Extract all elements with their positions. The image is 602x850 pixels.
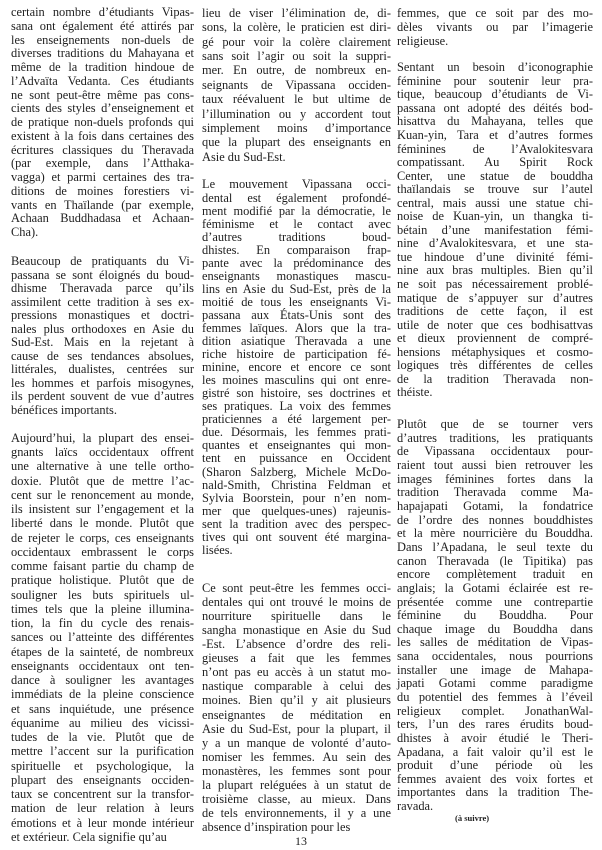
text-line: Kuan-yin, Tara et d’autres formes [397,127,593,142]
text-line: sons, la colère, le praticien est diri- [202,20,391,35]
text-line: et la mère nourricière du Bouddha. [397,526,593,541]
text-line: tique, beaucoup d’étudiants de Vi- [397,87,593,102]
text-line: Asie du Sud-Est. [202,149,286,164]
text-line: hensions métaphysiques et cosmo- [397,344,593,359]
text-line: raient tout aussi bien retrouver les [397,458,593,473]
text-line: occidentaux embrassent le corps [11,544,194,559]
text-line: lins en Asie du Sud-Est, près de la [202,281,391,296]
text-line: sangha monastique en Asie du Sud [202,623,391,638]
text-line: Sud-Est. Mais en la rejetant à [11,335,194,350]
text-line: féminine du Bouddha. Pour [397,608,593,623]
text-line: absence d’inspiration pour les [202,820,351,835]
text-line: tue hindoue d’une divinité fémi- [397,249,593,264]
text-line: du potentiel des femmes à l’éveil [397,689,593,704]
text-line: l’illumination ou y accordent tout [202,106,391,121]
text-line: passana ont adopté des déités bod- [397,100,593,115]
text-line: Apadana, a fait valoir qu’il est le [397,744,593,759]
text-line: vants en Thaïlande (par exemple, [11,197,194,212]
text-line: immédiats de la pleine conscience [11,687,194,702]
text-line: y a un manque de volonté d’auto- [202,735,391,750]
text-line: féminines de l’Avalokitesvara [397,141,593,156]
text-line: enseignants monastiques mascu- [202,268,391,283]
text-line: la plupart reléguées à un statut de [202,777,391,792]
text-line: tion, la fin du cycle des renais- [11,616,194,631]
text-line: ne soit pas nécessairement problé- [397,276,593,291]
text-line: hapajapati Gotami, la fondatrice [397,499,593,514]
text-line: religieuse. [397,34,449,48]
text-line: gé pour voir la colère clairement [202,34,391,49]
text-line: sances ou l’atteinte des différentes [11,630,194,645]
text-line: tradition Theravada comme Ma- [397,485,593,500]
column-3 [397,0,593,850]
text-line: ravada. [397,799,434,814]
text-line: thaïlandais se trouve sur l’autel [397,182,593,197]
text-line: passana se sont éloignés du boud- [11,267,194,282]
text-line: dentales qui ont trouvé le moins de [202,595,391,610]
text-line: moitié de tous les enseignants Vi- [202,294,391,309]
text-line: Le mouvement Vipassana occi- [202,177,391,192]
text-line: femmes, que ce soit par des mo- [397,6,593,20]
text-line: monastères, les femmes sont pour [202,763,391,778]
text-line: sent la tradition avec des perspec- [202,516,391,531]
text-line: taux réévaluent le but ultime de [202,92,391,107]
text-line: enseignants occidentaux ont ten- [11,658,194,673]
text-line: spirituelle et psychologique, la [11,758,194,773]
paragraph [11,431,194,844]
text-line: ters, l’un des rares érudits boud- [397,717,593,732]
text-line: étapes de la sainteté, de nombreux [11,644,194,659]
text-line: de pratique non-duels profonds qui [11,115,194,130]
text-line: tives qui ont souvent été margina- [202,529,391,544]
text-line: comme faisant partie du champ de [11,559,194,574]
text-line: sana ont également été attirés par [11,18,194,33]
text-line: bétain d’une manifestation fémi- [397,222,593,237]
text-line: nine d’Avalokitesvara, et une sta- [397,236,593,251]
paragraph [202,178,391,556]
text-line: femmes avaient des voix fortes et [397,771,593,786]
text-line: Dans l’Apadana, le seul texte du [397,539,593,554]
text-line: utile de noter que ces bodhisattvas [397,317,593,332]
text-line: taux se concentrent sur la transfor- [11,787,194,802]
text-line: féminisme et le contact avec [202,216,391,231]
text-line: plupart des enseignants occiden- [11,772,194,787]
column-1 [11,0,194,850]
text-line: nourriture spirituelle dans le [202,609,391,624]
text-line: l’Advaïta Vedanta. Ces étudiants [11,73,194,88]
text-line: équanime au milieu des vicissi- [11,715,194,730]
text-line: Asie du Sud-Est, pour la plupart, il [202,721,391,736]
text-line: nastique comparable à celui des [202,679,391,694]
text-line: d’autres traditions, les pratiquants [397,430,593,445]
text-line: lieu de viser l’élimination de, di- [202,5,391,20]
text-line: tent en puissance en Occident [202,451,391,466]
text-line: ne sont peut-être même pas cons- [11,87,194,102]
text-line: hisattva du Mahayana, telles que [397,114,593,129]
text-line: cent sur le renoncement au monde, [11,487,194,502]
text-line: riche histoire de participation fé- [202,347,391,362]
text-line: passana aux États-Unis sont des [202,307,391,322]
text-line: de l’ordre des nonnes bouddhistes [397,512,593,527]
text-line: et dieux proviennent de compré- [397,331,593,346]
text-line: les salles de méditation de Vipas- [397,635,593,650]
text-line: dhistes. En comparaison frap- [202,242,391,257]
text-line: ils insistent sur l’engagement et la [11,502,194,517]
text-line: mation de leur relation à leurs [11,801,194,816]
text-line: de tels environnements, il y a une [202,805,391,820]
text-line: Sylvia Boorstein, pour n’en nom- [202,490,391,505]
text-line: émotions et à leur monde intérieur [11,815,194,830]
text-line: pante avec la prédominance des [202,255,391,270]
text-line: dance à souligner les avantages [11,673,194,688]
text-line: les moines masculins qui ont enre- [202,373,391,388]
text-line: times tels que la pleine illumina- [11,601,194,616]
text-line: Aujourd’hui, la plupart des ensei- [11,430,194,445]
text-line: assimilent cette tradition à ses ex- [11,294,194,309]
text-line: que la plupart des enseignants en [202,135,391,150]
text-line: littérales, dualistes, centrées sur [11,362,194,377]
text-line: encore complètement traduit en [397,567,593,582]
text-line: théiste. [397,385,433,400]
paragraph [397,61,593,400]
text-line: simplement moins d’importance [202,121,391,136]
text-line: mer que quelques-unes) rajeunis- [202,503,391,518]
text-line: écritures classiques du Theravada [11,142,194,157]
text-line: produit d’une période où les [397,758,593,773]
text-line: (par exemple, dans l’Atthaka- [11,156,194,171]
text-line: Ce sont peut-être les femmes occi- [202,580,391,595]
text-line: cients des styles d’enseignement et [11,101,194,116]
text-line: de rejeter le corps, ces enseignants [11,530,194,545]
text-line: sans soit l’agir ou soit la suppri- [202,49,391,64]
text-line: de Vipassana occidentaux pour- [397,444,593,459]
text-line: liberté dans le monde. Plutôt que [11,516,194,531]
text-line: et sans inquiétude, une présence [11,701,194,716]
text-line: dhisme Theravada parce qu’ils [11,281,194,296]
text-line: -Est. L’absence d’ordre des reli- [202,637,391,652]
text-line: chaque image du Bouddha dans [397,621,593,636]
text-line: les enseignements non-duels de [11,32,194,47]
text-line: de la tradition Theravada non- [397,371,593,386]
text-line: cause de ses tendances absolues, [11,348,194,363]
text-line: gieuses a fait que les femmes [202,651,391,666]
text-line: sana occidentales, nous pourrions [397,649,593,664]
text-line: installer une image de Mahapa- [397,662,593,677]
text-line: Beaucoup de pratiquants du Vi- [11,254,194,269]
text-line: central, mais aussi une statue chi- [397,195,593,210]
text-line: praticiennes a été largement per- [202,412,391,427]
text-line: gnants laïcs occidentaux offrent [11,445,194,460]
text-line: enseignantes de méditation en [202,707,391,722]
text-line: diverses traditions du Mahayana et [11,46,194,61]
text-line: dhistes à avoir étudié le Theri- [397,730,593,745]
text-line: présentée comme une contrepartie [397,594,593,609]
text-line: ment modifié par la démocratie, le [202,203,391,218]
text-line: minine, encore et encore ce sont [202,360,391,375]
text-line: lisées. [202,542,233,557]
text-line: Sentant un besoin d’iconographie [397,60,593,75]
text-line: souligner les buts spirituels ul- [11,587,194,602]
text-line: Cha). [11,225,39,240]
column-2 [202,0,391,850]
text-line: féminine pour soutenir leur pra- [397,73,593,88]
continued-note: (à suivre) [455,813,490,823]
text-line: canon Theravada (le Tipitika) pas [397,553,593,568]
text-line: dental est également profondé- [202,190,391,205]
text-line: Achaan Buddhadasa et Achaan- [11,211,194,226]
text-line: doxie. Plutôt que de mettre l’ac- [11,473,194,488]
text-line: mettre l’accent sur la purification [11,744,194,759]
text-line: importantes dans la tradition The- [397,785,593,800]
text-line: tudes de la vie. Plutôt que de [11,730,194,745]
text-line: d’autres traditions boud- [202,229,391,244]
text-line: Center, une statue de bouddha [397,168,593,183]
text-line: noise de Kuan-yin, un thangka ti- [397,209,593,224]
paragraph [397,418,593,814]
text-line: due. Désormais, les femmes prati- [202,425,391,440]
text-line: images féminines fortes dans la [397,471,593,486]
text-line: Plutôt que de se tourner vers [397,417,593,432]
text-line: existent à la fois dans certaines des [11,128,194,143]
text-line: religieux complet. JonathanWal- [397,703,593,718]
text-line: ils perdent souvent de vue d’autres [11,389,194,404]
paragraph [202,581,391,834]
text-line: pressions monastiques et doctri- [11,308,194,323]
text-line: et extérieur. Cela signifie qu’au [11,829,167,844]
text-line: (Sharon Salzberg, Michele McDo- [202,464,391,479]
text-line: ses pratiques. La voix des femmes [202,399,391,414]
paragraph [397,6,593,48]
text-line: dèles vivants ou par l’imagerie [397,20,593,34]
paragraph [11,6,194,240]
text-line: anglais; la Gotami éclairée est re- [397,580,593,595]
text-line: une alternative à une telle ortho- [11,459,194,474]
text-line: compatissant. Au Spirit Rock [397,155,593,170]
text-line: traditions de cette façon, il est [397,304,593,319]
text-line: certain nombre d’étudiants Vipas- [11,5,194,20]
text-line: moines. Bien qu’il y ait plusieurs [202,693,391,708]
text-line: pratique holistique. Plutôt que de [11,573,194,588]
paragraph [202,6,391,164]
text-line: les hommes et parfois misogynes, [11,375,194,390]
text-line: nine aux bras multiples. Bien qu’il [397,263,593,278]
text-line: seignants de Vipassana occiden- [202,77,391,92]
text-line: même de la tradition hindoue de [11,60,194,75]
text-line: matique de s’appuyer sur d’autres [397,290,593,305]
text-line: quantes et enseignantes qui mon- [202,438,391,453]
text-line: nales plus orthodoxes en Asie du [11,321,194,336]
text-line: n’ont pas eu accès à un statut mo- [202,665,391,680]
text-line: troisième classe, au mieux. Dans [202,791,391,806]
text-line: logiques très différentes de celles [397,358,593,373]
text-line: mer. En outre, de nombreux en- [202,63,391,78]
page-number: 13 [295,834,307,848]
text-line: femmes laïques. Alors que la tra- [202,320,391,335]
text-line: dition asiatique Theravada a une [202,334,391,349]
text-line: ditions de moines forestiers vi- [11,183,194,198]
text-line: nomiser les femmes. Au sein des [202,749,391,764]
text-line: gistré son histoire, ses doctrines et [202,386,391,401]
paragraph [11,255,194,417]
text-line: japati Gotami comme paradigme [397,676,593,691]
text-line: nald-Smith, Christina Feldman et [202,477,391,492]
text-line: vagga) et parmi certaines des tra- [11,170,194,185]
text-line: bénéfices importants. [11,402,117,417]
